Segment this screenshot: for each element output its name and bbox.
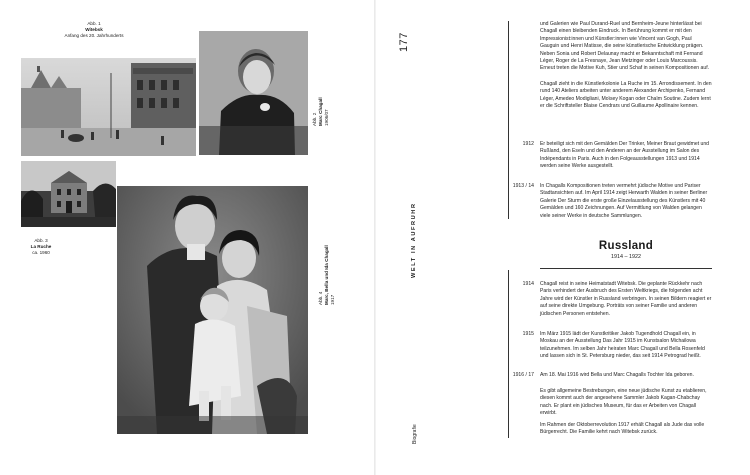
caption-abb1-date: Anfang des 20. Jahrhunderts	[64, 33, 124, 38]
book-gutter	[374, 0, 376, 475]
section-divider	[540, 268, 712, 269]
timeline-rule-bottom	[508, 270, 509, 438]
caption-abb3-label: Abb. 3	[34, 238, 48, 243]
timeline-entry-text: Am 18. Mai 1916 wird Bella und Marc Chagalls Tochter Ida geboren.	[540, 372, 694, 378]
section-side-label: WELT IN AUFRUHR	[411, 202, 417, 278]
timeline-entry-text: Chagall reist in seine Heimatstadt Witebsk. Die geplante Rückkehr nach Paris verhindert der Ausbruch des Ersten Weltkriegs, die folgenden acht Jahre wird der Künstler in Russland verbringen. In seinen Bildern reagiert er auf seine direkte Umgebung. Porträts von seiner Familie und anderen jüdischen Personen entstehen.	[540, 281, 712, 317]
section-title: Russland	[598, 240, 654, 252]
year-label: 1916 / 17	[512, 372, 534, 378]
caption-abb4-people: Marc, Bella und Ida Chagall	[324, 245, 329, 305]
caption-abb4	[318, 245, 336, 305]
paragraph: Es gibt allgemeine Bestrebungen, eine neue jüdische Kunst zu etablieren, diesen kommt auch der angesehene Sammler Jakob Kagan-Chabchay nach. Er plant ein jüdisches Museum, für das er Arbeiten von Chagall erwirbt.	[540, 388, 707, 417]
caption-abb1-label: Abb. 1	[87, 21, 101, 26]
year-label: 1914	[522, 281, 534, 287]
paragraph: Chagall zieht in die Künstlerkolonie La Ruche im 15. Arrondissement. In den rund 140 Ateliers arbeiten unter anderem Alexander Archipenko, Fernand Léger, Amedeo Modigliani, Moïsey Kogan oder Chaïm Soutine. Zudem lernt er die Schriftsteller Blaise Cendrars und Guillaume Apollinaire kennen.	[540, 80, 712, 110]
photo-marc-chagall-portrait	[199, 31, 308, 155]
paragraph: und Galerien wie Paul Durand-Ruel und Bernheim-Jeune hinterlässt bei Chagall einen bleibenden Eindruck. In Berührung kommt er mit den Impressionist:innen und Künstler:innen wie Vincent van Gogh, Paul Gauguin und Henri Matisse, die seine künstlerische Entwicklung prägen. Neben Sonia und Robert Delaunay macht er Bekanntschaft mit Fernand Léger, Roger de La Fresnaye, Jean Metzinger oder Louis Marcoussis. Erneut treten die Motive Kuh, Stier und Schaf in seinen Kompositionen auf.	[540, 21, 710, 72]
section-heading	[540, 240, 712, 260]
year-label: 1913 / 14	[512, 183, 534, 189]
caption-abb3-date: ca. 1960	[32, 250, 50, 255]
year-label: 1912	[522, 141, 534, 147]
timeline-entry-text: In Chagalls Kompositionen treten vermehrt jüdische Motive und Pariser Stadtansichten auf. Im April 1914 zeigt Herwarth Walden in seiner Berliner Galerie Der Sturm die erste große Einzelausstellung des Künstlers mit 40 Gemälden und 160 Zeichnungen. Auf Vermittlung von Walden gelangen viele seiner Werke in deutsche Sammlungen.	[540, 183, 708, 219]
paragraph: Im Rahmen der Oktoberrevolution 1917 erhält Chagall als Jude das volle Bürgerrecht. Die Familie kehrt nach Witebsk zurück.	[540, 421, 705, 436]
caption-abb2	[312, 97, 330, 126]
caption-abb2-person: Marc Chagall	[318, 97, 323, 126]
timeline-entry-text: Er beteiligt sich mit den Gemälden Der Trinker, Meiner Braut gewidmet und Rußland, den Eseln und den Anderen an der Ausstellung im Salon des Indépendants in Paris. Auch in den Folgeausstellungen 1913 und 1914 werden seine Werke ausgestellt.	[540, 141, 710, 170]
intro-paragraphs	[540, 21, 712, 115]
caption-abb1-place: Witebsk	[85, 27, 103, 32]
caption-abb4-date: 1917	[330, 294, 335, 305]
section-years: 1914 – 1922	[611, 254, 641, 260]
timeline-entry-text: Im März 1915 lädt der Kunstkritiker Jakob Tugendhold Chagall ein, in Moskau an der Ausstellung Das Jahr 1915 im Kunstsalon Michailowa teilzunehmen. Im selben Jahr heiraten Marc Chagall und Bella Rosenfeld und lassen sich in St. Petersburg nieder, das seit 1914 Petrograd heißt.	[540, 331, 705, 360]
caption-abb3	[24, 238, 58, 256]
photo-la-ruche	[21, 161, 116, 227]
caption-abb1	[60, 21, 128, 39]
year-label: 1915	[522, 331, 534, 337]
caption-abb3-place: La Ruche	[30, 244, 52, 249]
photo-witebsk	[21, 58, 196, 156]
footer-biografie-label: Biografie	[412, 424, 418, 444]
page-number: 177	[398, 32, 410, 52]
caption-abb4-label: Abb. 4	[318, 291, 323, 305]
caption-abb2-date: 1906/07	[324, 109, 329, 126]
photo-chagall-family	[117, 186, 308, 434]
caption-abb2-label: Abb. 2	[312, 112, 317, 126]
closing-paragraphs	[540, 388, 712, 441]
